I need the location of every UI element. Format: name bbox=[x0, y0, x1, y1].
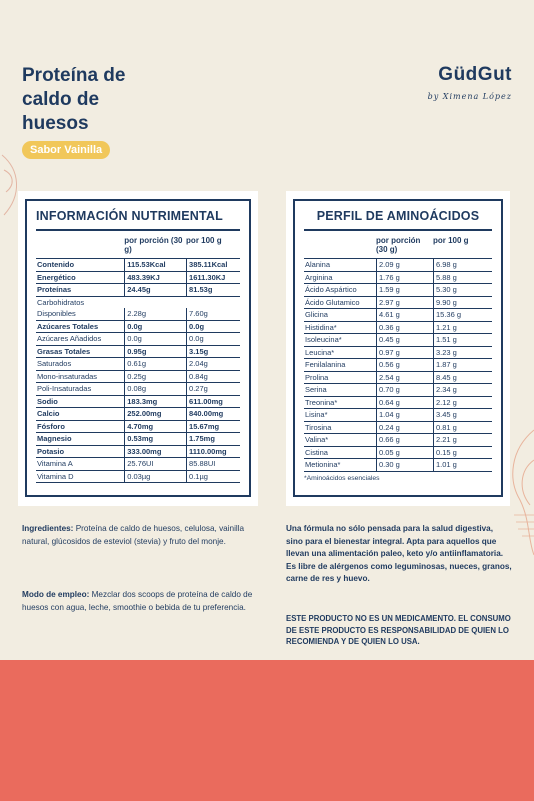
nutrition-table bbox=[36, 259, 240, 483]
nutrient-name: Carbohidratos bbox=[37, 297, 85, 307]
nutrient-name: Calcio bbox=[37, 409, 60, 418]
amino-per100: 1.21 g bbox=[433, 322, 488, 334]
amino-portion: 1.59 g bbox=[376, 284, 433, 296]
nutrient-per100: 2.04g bbox=[186, 358, 240, 370]
amino-per100: 8.45 g bbox=[433, 372, 488, 384]
amino-row bbox=[304, 447, 492, 460]
nutrient-name: Contenido bbox=[37, 260, 75, 269]
nutrient-name: Vitamina D bbox=[37, 471, 74, 481]
amino-row bbox=[304, 309, 492, 322]
amino-header-row bbox=[304, 231, 492, 259]
nutrient-name: Grasas Totales bbox=[37, 346, 91, 356]
amino-table bbox=[304, 259, 492, 472]
nutrient-portion: 183.3mg bbox=[124, 396, 186, 408]
nutrient-name: Sodio bbox=[37, 396, 58, 406]
amino-row bbox=[304, 422, 492, 435]
nutrient-portion: 0.03µg bbox=[124, 471, 186, 483]
nutrient-portion: 2.28g bbox=[124, 308, 186, 320]
amino-row bbox=[304, 272, 492, 285]
amino-name: Valina* bbox=[305, 435, 329, 444]
amino-per100: 5.30 g bbox=[433, 284, 488, 296]
amino-panel bbox=[286, 191, 510, 506]
nutrient-per100: 840.00mg bbox=[186, 408, 240, 420]
amino-per100: 3.45 g bbox=[433, 409, 488, 421]
amino-portion: 0.24 g bbox=[376, 422, 433, 434]
amino-row bbox=[304, 372, 492, 385]
nutrient-per100: 1110.00mg bbox=[186, 446, 240, 458]
amino-row bbox=[304, 284, 492, 297]
nutrient-portion: 115.53Kcal bbox=[124, 259, 186, 271]
amino-row bbox=[304, 347, 492, 360]
nutrition-row bbox=[36, 383, 240, 396]
nutrition-row bbox=[36, 308, 240, 321]
amino-portion: 0.64 g bbox=[376, 397, 433, 409]
amino-name: Fenilalanina bbox=[305, 360, 346, 369]
nutrition-col-portion: por porción (30 g) bbox=[124, 236, 183, 254]
nutrient-per100 bbox=[186, 297, 240, 309]
nutrient-per100: 0.0g bbox=[186, 333, 240, 345]
nutrient-portion: 24.45g bbox=[124, 284, 186, 296]
amino-row bbox=[304, 322, 492, 335]
amino-portion: 1.04 g bbox=[376, 409, 433, 421]
amino-row bbox=[304, 459, 492, 472]
nutrient-name: Potasio bbox=[37, 446, 65, 456]
amino-per100: 1.87 g bbox=[433, 359, 488, 371]
nutrient-per100: 1611.30KJ bbox=[186, 272, 240, 284]
nutrient-name: Mono-insaturadas bbox=[37, 371, 98, 381]
amino-per100: 5.88 g bbox=[433, 272, 488, 284]
nutrition-row bbox=[36, 333, 240, 346]
nutrient-per100: 0.1µg bbox=[186, 471, 240, 483]
amino-name: Ácido Aspártico bbox=[305, 285, 357, 294]
nutrient-portion: 0.0g bbox=[124, 333, 186, 345]
amino-name: Treonina* bbox=[305, 397, 338, 407]
nutrient-name: Disponibles bbox=[37, 309, 76, 318]
nutrient-name: Fósforo bbox=[37, 421, 65, 431]
amino-portion: 0.70 g bbox=[376, 384, 433, 396]
amino-portion: 0.05 g bbox=[376, 447, 433, 459]
amino-row bbox=[304, 434, 492, 447]
amino-portion: 4.61 g bbox=[376, 309, 433, 321]
nutrition-row bbox=[36, 272, 240, 285]
nutrition-header-row bbox=[36, 231, 240, 259]
nutrient-per100: 7.60g bbox=[186, 308, 240, 320]
amino-name: Lisina* bbox=[305, 410, 328, 419]
amino-portion: 2.54 g bbox=[376, 372, 433, 384]
amino-portion: 2.97 g bbox=[376, 297, 433, 309]
product-title: Proteína de caldo de huesos bbox=[22, 65, 126, 134]
amino-portion: 0.66 g bbox=[376, 434, 433, 446]
amino-portion: 1.76 g bbox=[376, 272, 433, 284]
amino-per100: 1.01 g bbox=[433, 459, 488, 471]
claims-text: Una fórmula no sólo pensada para la salud digestiva, sino para el bienestar integral. Apta para aquellos que llevan una alimentación paleo, keto y/o antiinflamatoria. Es libre de alérgenos como leguminosas, nueces, granos, carne de res y huevo. bbox=[286, 524, 512, 583]
amino-portion: 0.30 g bbox=[376, 459, 433, 471]
amino-per100: 2.34 g bbox=[433, 384, 488, 396]
ingredients-label: Ingredientes: bbox=[22, 524, 74, 533]
nutrition-row bbox=[36, 396, 240, 409]
amino-col-100: por 100 g bbox=[433, 236, 469, 245]
nutrient-portion: 25.76UI bbox=[124, 458, 186, 470]
ingredients-body: Proteína de caldo de huesos, celulosa, vainilla natural, glúcosidos de esteviol (stevia) y fruto del monje. bbox=[22, 524, 245, 546]
nutrition-panel bbox=[18, 191, 258, 506]
nutrition-row bbox=[36, 321, 240, 334]
nutrition-row bbox=[36, 446, 240, 459]
amino-per100: 1.51 g bbox=[433, 334, 488, 346]
nutrient-per100: 3.15g bbox=[186, 346, 240, 358]
nutrient-per100: 81.53g bbox=[186, 284, 240, 296]
nutrient-per100: 0.0g bbox=[186, 321, 240, 333]
nutrient-name: Azúcares Añadidos bbox=[37, 334, 102, 343]
amino-name: Serina bbox=[305, 385, 327, 394]
amino-portion: 0.56 g bbox=[376, 359, 433, 371]
amino-row bbox=[304, 297, 492, 310]
nutrition-row bbox=[36, 358, 240, 371]
brand-logo bbox=[382, 64, 512, 101]
nutrition-row bbox=[36, 259, 240, 272]
amino-portion: 0.45 g bbox=[376, 334, 433, 346]
nutrition-row bbox=[36, 371, 240, 384]
nutrition-col-100: por 100 g bbox=[186, 236, 222, 245]
nutrient-portion: 0.0g bbox=[124, 321, 186, 333]
amino-per100: 2.21 g bbox=[433, 434, 488, 446]
usage-text bbox=[22, 589, 262, 614]
amino-name: Arginina bbox=[305, 272, 333, 282]
amino-portion: 0.36 g bbox=[376, 322, 433, 334]
amino-per100: 0.81 g bbox=[433, 422, 488, 434]
nutrient-name: Energético bbox=[37, 272, 76, 282]
nutrient-per100: 611.00mg bbox=[186, 396, 240, 408]
nutrient-portion: 333.00mg bbox=[124, 446, 186, 458]
amino-name: Glicina bbox=[305, 310, 328, 319]
amino-name: Isoleucina* bbox=[305, 335, 342, 344]
nutrition-row bbox=[36, 346, 240, 359]
amino-name: Histidina* bbox=[305, 322, 337, 332]
usage-body: Mezclar dos scoops de proteína de caldo de huesos con agua, leche, smoothie o bebida de tu preferencia. bbox=[22, 590, 253, 612]
nutrient-portion: 0.25g bbox=[124, 371, 186, 383]
nutrition-row bbox=[36, 297, 240, 309]
amino-name: Prolina bbox=[305, 372, 329, 382]
nutrient-portion: 0.53mg bbox=[124, 433, 186, 445]
nutrient-name: Saturados bbox=[37, 359, 72, 368]
amino-row bbox=[304, 384, 492, 397]
ingredients-text bbox=[22, 523, 262, 548]
nutrient-portion: 0.61g bbox=[124, 358, 186, 370]
amino-name: Cistina bbox=[305, 447, 328, 457]
nutrition-row bbox=[36, 433, 240, 446]
amino-row bbox=[304, 259, 492, 272]
amino-name: Alanina bbox=[305, 260, 331, 269]
nutrition-row bbox=[36, 408, 240, 421]
nutrient-portion: 0.95g bbox=[124, 346, 186, 358]
amino-portion: 2.09 g bbox=[376, 259, 433, 271]
nutrient-portion: 4.70mg bbox=[124, 421, 186, 433]
nutrient-name: Proteínas bbox=[37, 285, 72, 294]
bottom-color-band bbox=[0, 660, 534, 801]
nutrient-portion: 483.39KJ bbox=[124, 272, 186, 284]
brand-signature: by Ximena López bbox=[427, 92, 512, 101]
amino-footnote: *Aminoácidos esenciales bbox=[304, 474, 380, 482]
nutrient-name: Vitamina A bbox=[37, 459, 73, 468]
nutrient-name: Azúcares Totales bbox=[37, 321, 99, 331]
amino-row bbox=[304, 359, 492, 372]
usage-label: Modo de empleo: bbox=[22, 590, 90, 599]
nutrition-title: INFORMACIÓN NUTRIMENTAL bbox=[36, 209, 240, 231]
amino-per100: 3.23 g bbox=[433, 347, 488, 359]
nutrient-name: Magnesio bbox=[37, 434, 72, 443]
amino-per100: 6.98 g bbox=[433, 259, 488, 271]
amino-row bbox=[304, 334, 492, 347]
amino-name: Ácido Glutamico bbox=[305, 297, 360, 307]
warning-text: ESTE PRODUCTO NO ES UN MEDICAMENTO. EL CONSUMO DE ESTE PRODUCTO ES RESPONSABILIDAD DE QUIEN LO RECOMIENDA Y DE QUIEN LO USA. bbox=[286, 614, 511, 646]
amino-name: Tirosina bbox=[305, 422, 332, 432]
amino-per100: 0.15 g bbox=[433, 447, 488, 459]
amino-title: PERFIL DE AMINOÁCIDOS bbox=[304, 209, 492, 231]
nutrition-row bbox=[36, 471, 240, 484]
nutrient-name: Poli-Insaturadas bbox=[37, 384, 92, 393]
amino-col-portion: por porción (30 g) bbox=[376, 236, 421, 254]
nutrient-per100: 0.84g bbox=[186, 371, 240, 383]
nutrient-per100: 15.67mg bbox=[186, 421, 240, 433]
nutrient-per100: 1.75mg bbox=[186, 433, 240, 445]
amino-row bbox=[304, 397, 492, 410]
amino-name: Metionina* bbox=[305, 460, 341, 469]
amino-name: Leucina* bbox=[305, 347, 335, 357]
amino-per100: 9.90 g bbox=[433, 297, 488, 309]
brand-name: GüdGut bbox=[438, 64, 512, 85]
flavor-badge: Sabor Vainilla bbox=[22, 141, 110, 159]
amino-per100: 15.36 g bbox=[433, 309, 488, 321]
nutrient-portion: 0.08g bbox=[124, 383, 186, 395]
nutrient-per100: 385.11Kcal bbox=[186, 259, 240, 271]
amino-row bbox=[304, 409, 492, 422]
nutrient-per100: 0.27g bbox=[186, 383, 240, 395]
nutrition-row bbox=[36, 284, 240, 297]
nutrition-row bbox=[36, 421, 240, 434]
nutrition-row bbox=[36, 458, 240, 471]
nutrient-per100: 85.88UI bbox=[186, 458, 240, 470]
amino-per100: 2.12 g bbox=[433, 397, 488, 409]
amino-portion: 0.97 g bbox=[376, 347, 433, 359]
nutrient-portion bbox=[124, 297, 186, 309]
nutrient-portion: 252.00mg bbox=[124, 408, 186, 420]
